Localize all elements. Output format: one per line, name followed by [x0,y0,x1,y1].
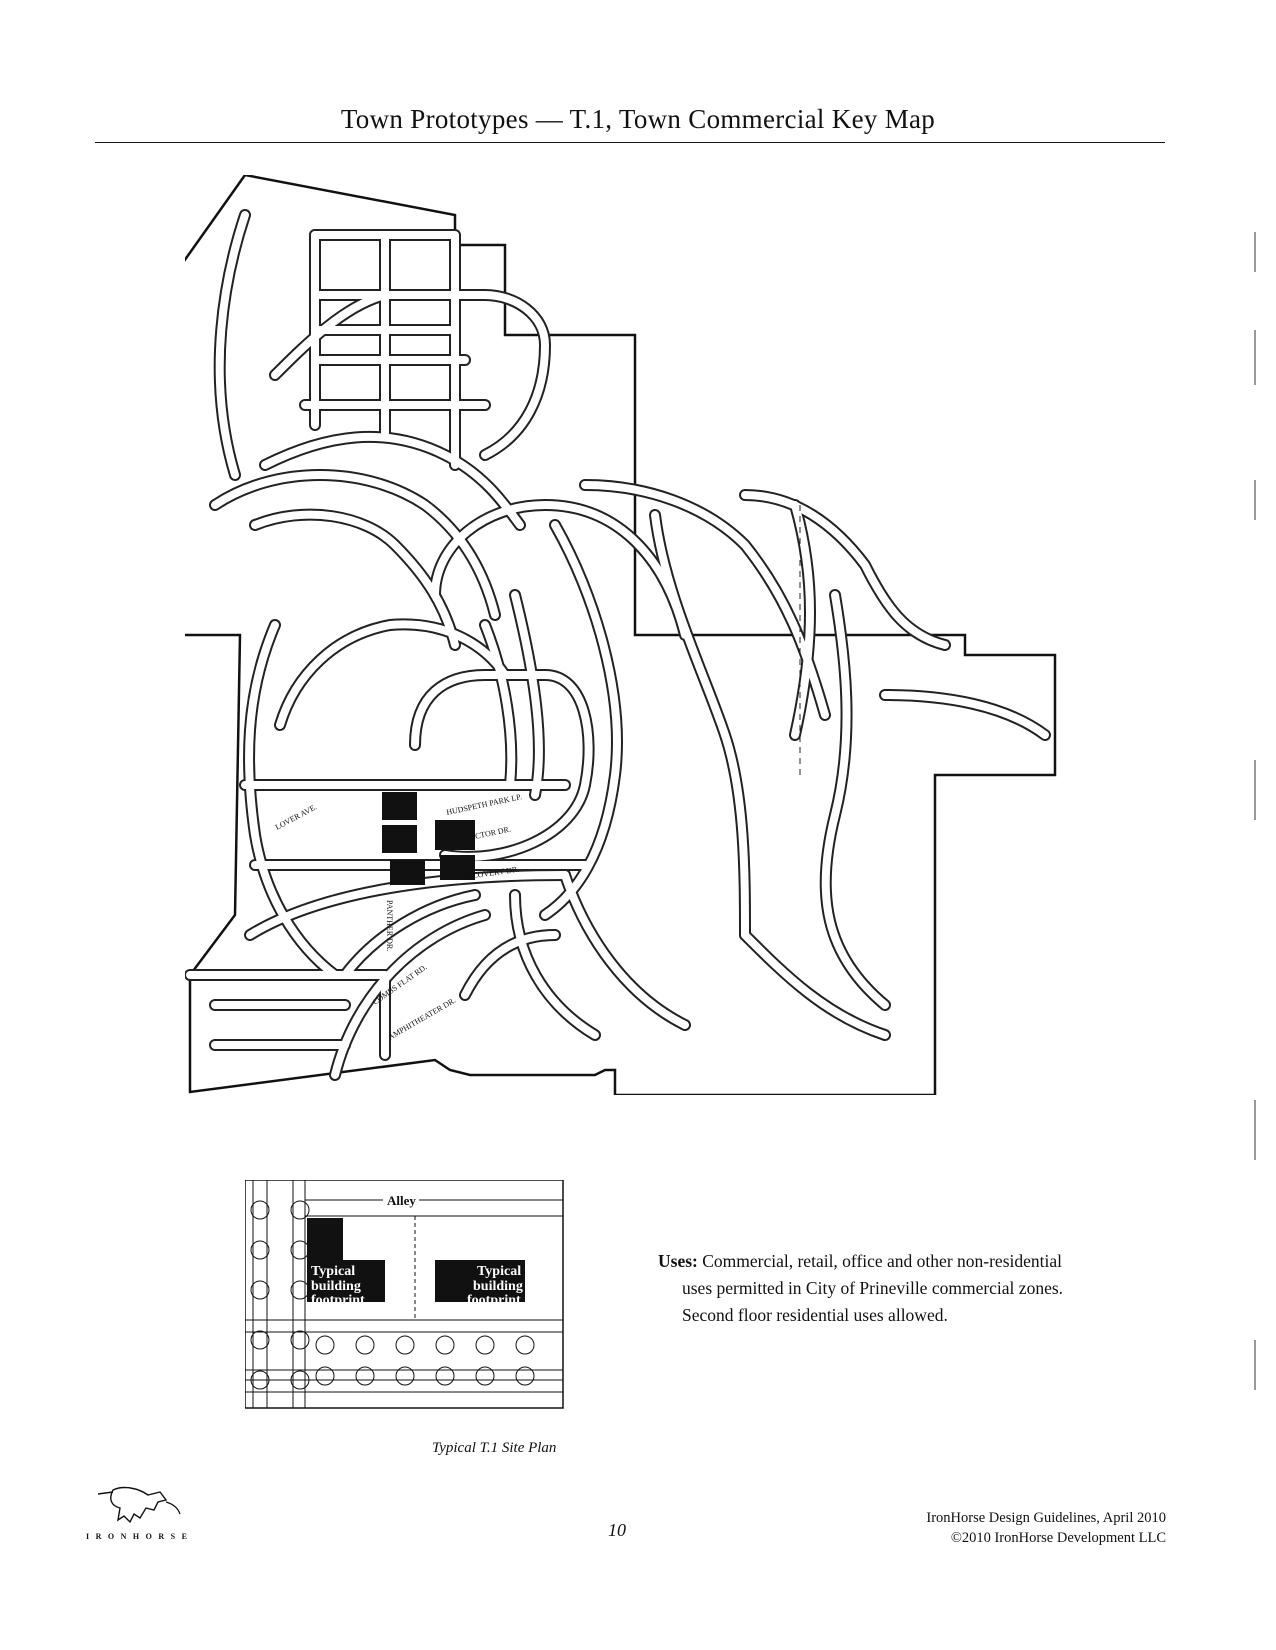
footprint-label: footprint [467,1293,521,1308]
footprint-label: building [473,1279,523,1294]
uses-line: uses permitted in City of Prineville commercial zones. [682,1278,1064,1298]
street-label: HUDSPETH PARK LP. [445,792,523,817]
key-map [185,175,1065,1095]
uses-block [658,1248,1178,1329]
street-label: LOVER AVE. [273,802,319,832]
page-number: 10 [608,1520,626,1540]
uses-label: Uses: [658,1251,698,1271]
street-label: PANTHER DR. [385,900,394,952]
site-plan-caption: Typical T.1 Site Plan [432,1440,557,1456]
logo-wordmark: IRONHORSE [86,1532,194,1541]
footer-line: IronHorse Design Guidelines, April 2010 [926,1510,1166,1526]
uses-line: Commercial, retail, office and other non-residential [702,1251,1062,1271]
site-plan [245,1180,565,1410]
scan-edge-mark [1254,232,1256,272]
alley-label: Alley [387,1193,416,1208]
street-label: COMBS FLAT RD. [370,962,429,1007]
page-title: Town Prototypes — T.1, Town Commercial Key Map [340,104,936,134]
horse-logo-icon [88,1480,188,1530]
footprint-label: building [311,1279,361,1294]
scan-edge-mark [1254,1100,1256,1160]
commercial-block [382,825,417,853]
scan-edge-mark [1254,760,1256,820]
scan-edge-mark [1254,480,1256,520]
street-label: DISCOVERY DR. [459,864,520,882]
scan-edge-mark [1254,1340,1256,1390]
footprint-label: footprint [311,1293,365,1308]
street-label: PROSPECTOR DR. [445,824,512,847]
scan-edge-mark [1254,330,1256,385]
footprint-label: Typical [477,1264,522,1279]
title-rule [95,142,1165,143]
street-label: AMPHITHEATER DR. [386,995,458,1042]
commercial-block [390,860,425,885]
footer-line: ©2010 IronHorse Development LLC [950,1530,1166,1546]
footer-credits [926,1508,1166,1548]
uses-line: Second floor residential uses allowed. [682,1305,948,1325]
footprint-label: Typical [311,1264,356,1279]
commercial-block [382,792,417,820]
